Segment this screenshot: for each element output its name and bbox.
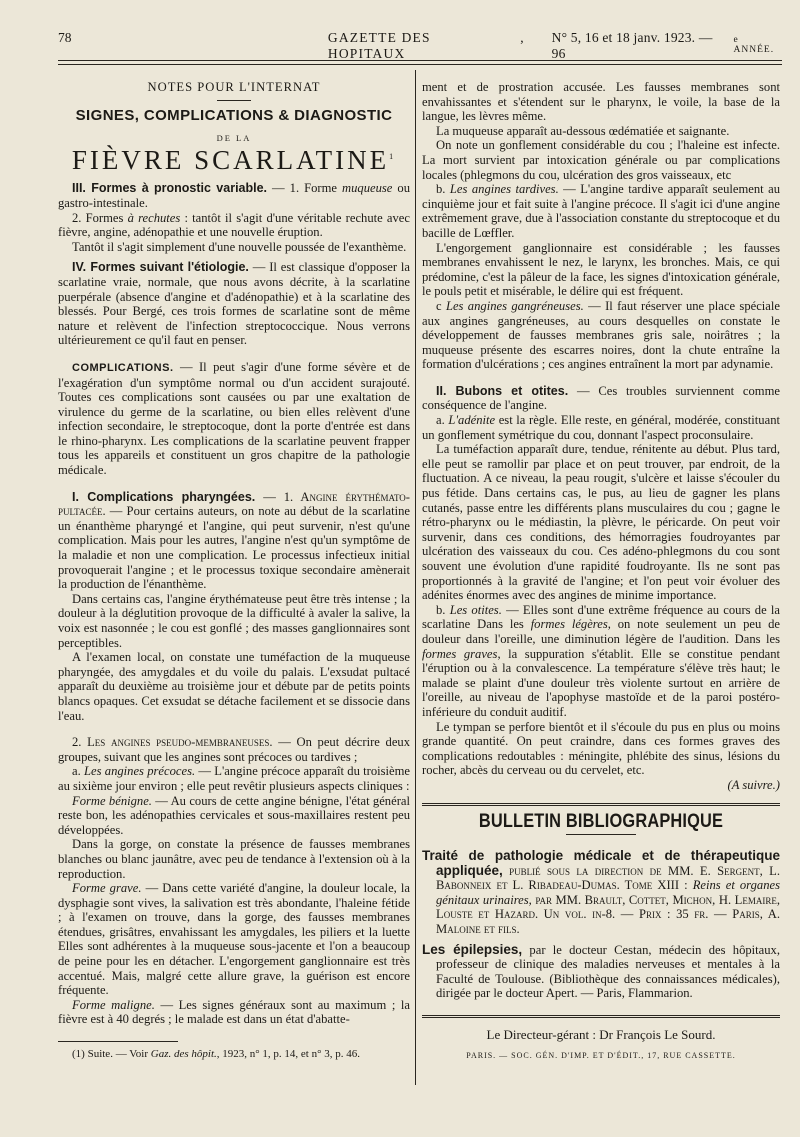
paragraph-engorgement: L'engorgement ganglionnaire est considérable ; les fausses membranes envahissent le nez, le larynx, les bronches. Mais, ce qui prédomine, c'est la pâleur de la face, les signes d'intoxication générale, le pouls petit et misérable, le délire qui est fréquent. (422, 240, 780, 299)
to-be-continued: (A suivre.) (727, 777, 780, 792)
paragraph-examen-local: A l'examen local, on constate une tuméfaction de la muqueuse pharyngée, des amygdales et du voile du palais. L'exsudat pultacé apparaît du deuxième au troisième jour et débute par de petits points blancs opaques. Cet exsudat se détache facilement et se dissocie dans l'eau. (58, 650, 410, 723)
paragraph-complications-pharyngees: I. Complications pharyngées. — 1. Angine érythémato-pultacée. — Pour certains auteurs, on note au début de la scarlatine un énanthème pharyngé et l'angine, qui peut survenir, n'est qu'une complication. Mais pour les autres, l'angine n'est qu'un symptôme de la maladie et non une complication. Le processus infectieux initial provoquerait l'angine ; et le processus toxique secondaire amènerait la production de l'énanthème. (58, 489, 410, 592)
article-subject-text: FIÈVRE SCARLATINE (71, 144, 390, 175)
book-entry-traite: Traité de pathologie médicale et de thérapeutique appliquée, publié sous la direction de MM. E. Sergent, L. Babonneix et L. Ribadeau-Dumas. Tome XIII : Reins et organes génitaux urinaires, par MM. Brault, Cottet, Michon, H. Lemaire, Louste et Hazard. Un vol. in-8. — Prix : 35 fr. — Paris, A. Maloine et fils. (422, 848, 781, 937)
bulletin-title: BULLETIN BIBLIOGRAPHIQUE (478, 809, 724, 832)
paragraph-otites: b. Les otites. — Elles sont d'une extrême fréquence au cours de la scarlatine Dans les formes légères, on note seulement un peu de douleur dans l'oreille, une diminution légère de l'audition. Dans les formes graves, la suppuration s'établit. Elle se constitue pendant l'éruption ou à la convalescence. La température s'élève très haut; le malade se plaint d'une douleur très violente surtout en arrière de l'oreille, au niveau de l'apophyse mastoïde et de la paroi postéro-inférieure du conduit auditif. (422, 602, 781, 719)
paragraph-rechutes: 2. Formes à rechutes : tantôt il s'agit d'une véritable rechute avec fièvre, angine, adénopathie et une nouvelle éruption. (58, 210, 410, 240)
paragraph-angines-tardives: b. Les angines tardives. — L'angine tardive apparaît seulement au cinquième jour et fait suite à l'angine précoce. Il s'agit ici d'une angine extrêmement grave, due à l'association constante du streptocoque et du bacille de Lœffler. (422, 182, 781, 240)
paragraph-adenite: a. L'adénite est la règle. Elle reste, en général, modérée, constituant un gonflement symétrique du cou, donnant l'aspect proconsulaire. (422, 413, 780, 442)
paragraph-angines-precoces: a. Les angines précoces. — L'angine précoce apparaît du troisième au sixième jour environ ; elle peut revêtir plusieurs aspects cliniques : (58, 764, 410, 793)
paragraph-gorge: Dans la gorge, on constate la présence de fausses membranes blanches ou blanc jaunâtre, avec peu de tendance à l'extension où à la reproduction. (58, 837, 410, 881)
journal-title: GAZETTE DES HOPITAUX (327, 30, 431, 61)
paragraph-forme-maligne: Forme maligne. — Les signes généraux sont au maximum ; la fièvre est à 40 degrés ; le malade est dans un état d'abatte- (58, 997, 410, 1027)
bulletin-rule (422, 803, 780, 806)
article-title-connector: DE LA (216, 133, 252, 144)
printer-imprint: PARIS. — SOC. GÉN. D'IMP. ET D'ÉDIT., 17, RUE CASSETTE. (466, 1050, 736, 1060)
paragraph-bubons-otites: II. Bubons et otites. — Ces troubles surviennent comme conséquence de l'angine. (422, 383, 780, 413)
paragraph-angines-gangreneuses: c Les angines gangréneuses. — Il faut réserver une place spéciale aux angines gangréneuses, au cours desquelles on constate le développement de fausses membranes gris sale, noirâtres ; la muqueuse présente des escarres noires, dont la chute entraîne la formation d'ulcérations ; ces angines entraînent la mort par adynamie. (422, 298, 780, 372)
issue-year: e ANNÉE. (733, 35, 775, 55)
paragraph-forme-grave: Forme grave. — Dans cette variété d'angine, la douleur locale, la dysphagie sont vives, la salivation est très abondante, l'haleine fétide ; à l'examen on trouve, dans la gorge, des fausses membranes étendues, grisâtres, envahissant les amygdales, les piliers et la luette Elles sont adhérentes à la muqueuse sous-jacente et l'on a beaucoup de peine pour les en détacher. L'engorgement ganglionnaire est très accentué. Mais, malgré cette allure grave, la guérison est encore fréquente. (58, 881, 411, 998)
article-title: SIGNES, COMPLICATIONS & DIAGNOSTIC (75, 106, 393, 124)
paragraph-forms-pronostic: III. Formes à pronostic variable. — 1. Forme muqueuse ou gastro-intestinale. (58, 181, 410, 210)
paragraph-gonflement: On note un gonflement considérable du cou ; l'haleine est infecte. La mort survient par intoxication générale ou par complications locales (phlegmons du cou, ulcération des gros vaisseaux, etc (422, 138, 780, 182)
page-number: 78 (58, 30, 72, 45)
issue-info: N° 5, 16 et 18 janv. 1923. — 96 (551, 30, 713, 61)
bulletin-title-rule (566, 834, 636, 835)
header-separator: , (520, 30, 524, 45)
section-rule (217, 100, 251, 101)
paragraph-pseudo-membraneuses: 2. Les angines pseudo-membraneuses. — On peut décrire deux groupes, suivant que les angines sont précoces ou tardives ; (58, 735, 411, 764)
paragraph-muqueuse: La muqueuse apparaît au-dessous œdématiée et saignante. (436, 123, 730, 138)
section-label: NOTES POUR L'INTERNAT (147, 80, 321, 94)
footnote-rule (58, 1041, 178, 1042)
directeur-gerant: Le Directeur-gérant : Dr François Le Sourd. (486, 1027, 716, 1043)
header-rule (58, 60, 782, 61)
paragraph-tumefaction: La tuméfaction apparaît dure, tendue, rénitente au début. Plus tard, elle peut se ramollir par place et on peut trouver, par endroit, de la fluctuation. A ce niveau, la peau rougit, s'ulcère et laisse s'écouler du pus fétide. Dans certains cas, le pus, au lieu de gagner les plans cutanés, passe entre les différents plans musculaires du cou ; gagne le rétro-pharynx ou le médiastin, la plèvre, le péricarde. On peut voir survenir, dans ces conditions, des hémorragies foudroyantes par ulcération des vaisseaux du cou. Ces adéno-phlegmons du cou sont souvent une évolution d'une rapidité foudroyante. Ils ne sont pas proportionnés à la gravité de l'angine; et l'on peut voir évoluer des adénites énormes avec des angines de minime importance. (422, 442, 780, 603)
paragraph-continuation: ment et de prostration accusée. Les fausses membranes sont envahissantes et s'étendent sur le pharynx, le voile, la base de la langue, les lèvres même. (422, 80, 780, 124)
right-column (422, 80, 780, 1063)
left-column (58, 72, 410, 1061)
paragraph-etiologie: IV. Formes suivant l'étiologie. — Il est classique d'opposer la scarlatine vraie, normale, que nous avons décrite, à la scarlatine puerpérale (absence d'angine et d'adénopathie) et à la scarlatine des blessés. Pour Bergé, ces trois formes de scarlatine sont de même nature et relèvent de l'infection streptococcique. Nous verrons ultérieurement ce qu'il faut en penser. (58, 260, 411, 348)
column-divider (415, 70, 416, 1085)
footnote: (1) Suite. — Voir Gaz. des hôpit., 1923, n° 1, p. 14, et n° 3, p. 46. (72, 1048, 360, 1061)
page-header (58, 30, 782, 61)
footnote-reference: 1 (389, 151, 397, 161)
footer-rule (422, 1015, 780, 1018)
article-subject (58, 144, 410, 175)
header-rule-2 (58, 64, 782, 65)
paragraph-cas-intense: Dans certains cas, l'angine érythémateuse peut être très intense ; la douleur à la déglutition provoque de la difficulté à avaler la salive, la voix est nasonnée ; le cou est gonflé ; des masses ganglionnaires sont perceptibles. (58, 591, 410, 650)
paragraph-complications: COMPLICATIONS. — Il peut s'agir d'une forme sévère et de l'exagération d'un symptôme normal ou d'un accident surajouté. Toutes ces complications sont causées ou par une exaltation de virulence du germe de la scarlatine, ou bien elles relèvent d'une infection secondaire, le streptocoque, dont la porte d'entrée est dans le rhino-pharynx. Les complications de la scarlatine peuvent frapper tous les appareils et constituent un gros chapitre de la pathologie médicale. (58, 359, 410, 478)
paragraph-poussee: Tantôt il s'agit simplement d'une nouvelle poussée de l'exanthème. (72, 239, 407, 254)
paragraph-forme-benigne: Forme bénigne. — Au cours de cette angine bénigne, l'état général reste bon, les adénopathies cervicales et sous-maxillaires restent peu développées. (58, 793, 410, 837)
book-entry-epilepsies: Les épilepsies, par le docteur Cestan, médecin des hôpitaux, professeur de clinique des maladies nerveuses et mentales à la Faculté de Toulouse. (Bibliothèque des connaissances médicales), dirigée par le docteur Apert. — Paris, Flammarion. (422, 941, 780, 1001)
paragraph-tympan: Le tympan se perfore bientôt et il s'écoule du pus en plus ou moins grande quantité. On peut craindre, dans ces formes graves des complications redoutables : méningite, phlébite des sinus, lésions du rocher, abcès du cerveau ou du cervelet, etc. (422, 719, 780, 778)
